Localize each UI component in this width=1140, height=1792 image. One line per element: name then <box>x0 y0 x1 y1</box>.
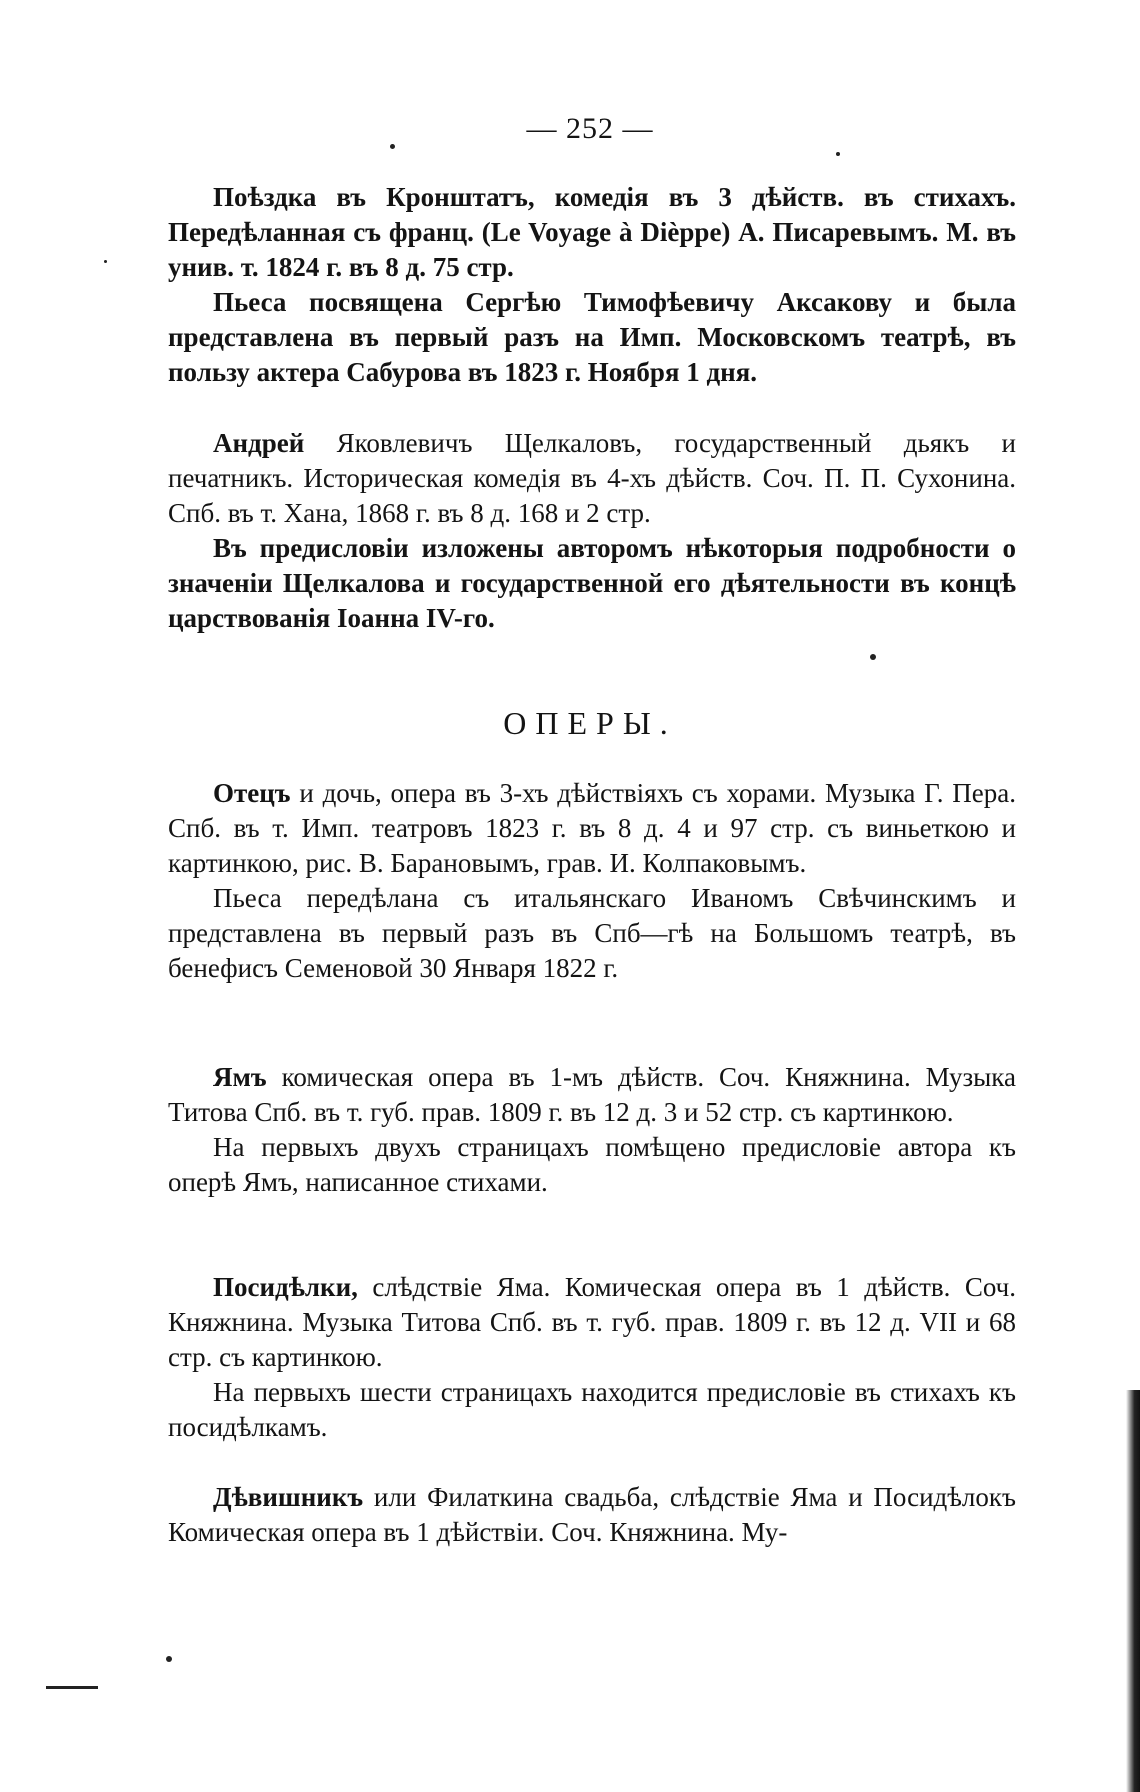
entry-devishnik-citation <box>168 1480 1016 1550</box>
entry-andrey-note: Въ предисловіи изложены авторомъ нѣкоторыя подробности о значеніи Щелкалова и государственной его дѣятельности въ концѣ царствованія Іоанна IV-го. <box>168 533 1016 633</box>
entry-title: Ямъ <box>213 1062 267 1092</box>
entry-otets-i-doch <box>168 776 1016 986</box>
entry-poezdka <box>168 180 1016 390</box>
entry-andrey-citation <box>168 426 1016 531</box>
entry-citation-text: и дочь, опера въ 3-хъ дѣйствіяхъ съ хорами. Музыка Г. Пера. Спб. въ т. Имп. театровъ 1823 г. въ 8 д. 4 и 97 стр. съ виньеткою и картинкою, рис. В. Барановымъ, грав. И. Колпаковымъ. <box>168 778 1016 878</box>
entry-citation-text: слѣдствіе Яма. Комическая опера въ 1 дѣйств. Соч. Княжнина. Музыка Титова Спб. въ т. губ. прав. 1809 г. въ 12 д. VII и 68 стр. съ картинкою. <box>168 1272 1016 1372</box>
entry-poezdka-citation <box>168 180 1016 285</box>
scan-speck <box>390 144 395 149</box>
entry-citation-text: или Филаткина свадьба, слѣдствіе Яма и Посидѣлокъ Комическая опера въ 1 дѣйствіи. Соч. Княжнина. Му- <box>168 1482 1016 1547</box>
scan-speck <box>836 152 840 156</box>
entry-posidelki-citation <box>168 1270 1016 1375</box>
entry-poezdka-note: Пьеса посвящена Сергѣю Тимофѣевичу Аксакову и была представлена въ первый разъ на Имп. Московскомъ театрѣ, въ пользу актера Сабурова въ 1823 г. Ноября 1 дня. <box>168 287 1016 387</box>
entry-title: Посидѣлки, <box>213 1272 358 1302</box>
scan-speck <box>104 260 107 263</box>
entry-title: Дѣвишникъ <box>213 1482 364 1512</box>
scan-speck <box>870 654 876 660</box>
entry-yam <box>168 1060 1016 1200</box>
binding-edge <box>1126 1390 1140 1792</box>
entry-citation-text: комическая опера въ 1-мъ дѣйств. Соч. Княжнина. Музыка Титова Спб. въ т. губ. прав. 1809 г. въ 12 д. 3 и 52 стр. съ картинкою. <box>168 1062 1016 1127</box>
entry-citation-text: въ Кронштатъ, комедія въ 3 дѣйств. въ стихахъ. Передѣланная съ франц. (Le Voyage à Dièppe) А. Писаревымъ. М. въ унив. т. 1824 г. въ 8 д. 75 стр. <box>168 182 1016 282</box>
entry-posidelki <box>168 1270 1016 1445</box>
entry-otets-note: Пьеса передѣлана съ итальянскаго Иваномъ Свѣчинскимъ и представлена въ первый разъ въ Спб—гѣ на Большомъ театрѣ, въ бенефисъ Семеновой 30 Января 1822 г. <box>168 883 1016 983</box>
entry-yam-note: На первыхъ двухъ страницахъ помѣщено предисловіе автора къ оперѣ Ямъ, написанное стихами. <box>168 1132 1016 1197</box>
entry-yam-citation <box>168 1060 1016 1130</box>
entry-andrey <box>168 426 1016 636</box>
entry-otets-citation <box>168 776 1016 881</box>
margin-dash <box>46 1686 98 1689</box>
entry-devishnik <box>168 1480 1016 1550</box>
entry-title: Отецъ <box>213 778 291 808</box>
entry-title: Андрей <box>213 428 305 458</box>
entry-posidelki-note: На первыхъ шести страницахъ находится предисловіе въ стихахъ къ посидѣлкамъ. <box>168 1377 1016 1442</box>
entry-title: Поѣздка <box>213 182 317 212</box>
scan-speck <box>166 1656 172 1662</box>
section-heading-operas: ОПЕРЫ. <box>503 705 677 741</box>
entry-citation-text: Яковлевичъ Щелкаловъ, государственный дьякъ и печатникъ. Историческая комедія въ 4-хъ дѣйств. Соч. П. П. Сухонина. Спб. въ т. Хана, 1868 г. въ 8 д. 168 и 2 стр. <box>168 428 1016 528</box>
page-number: — 252 — <box>526 112 654 145</box>
